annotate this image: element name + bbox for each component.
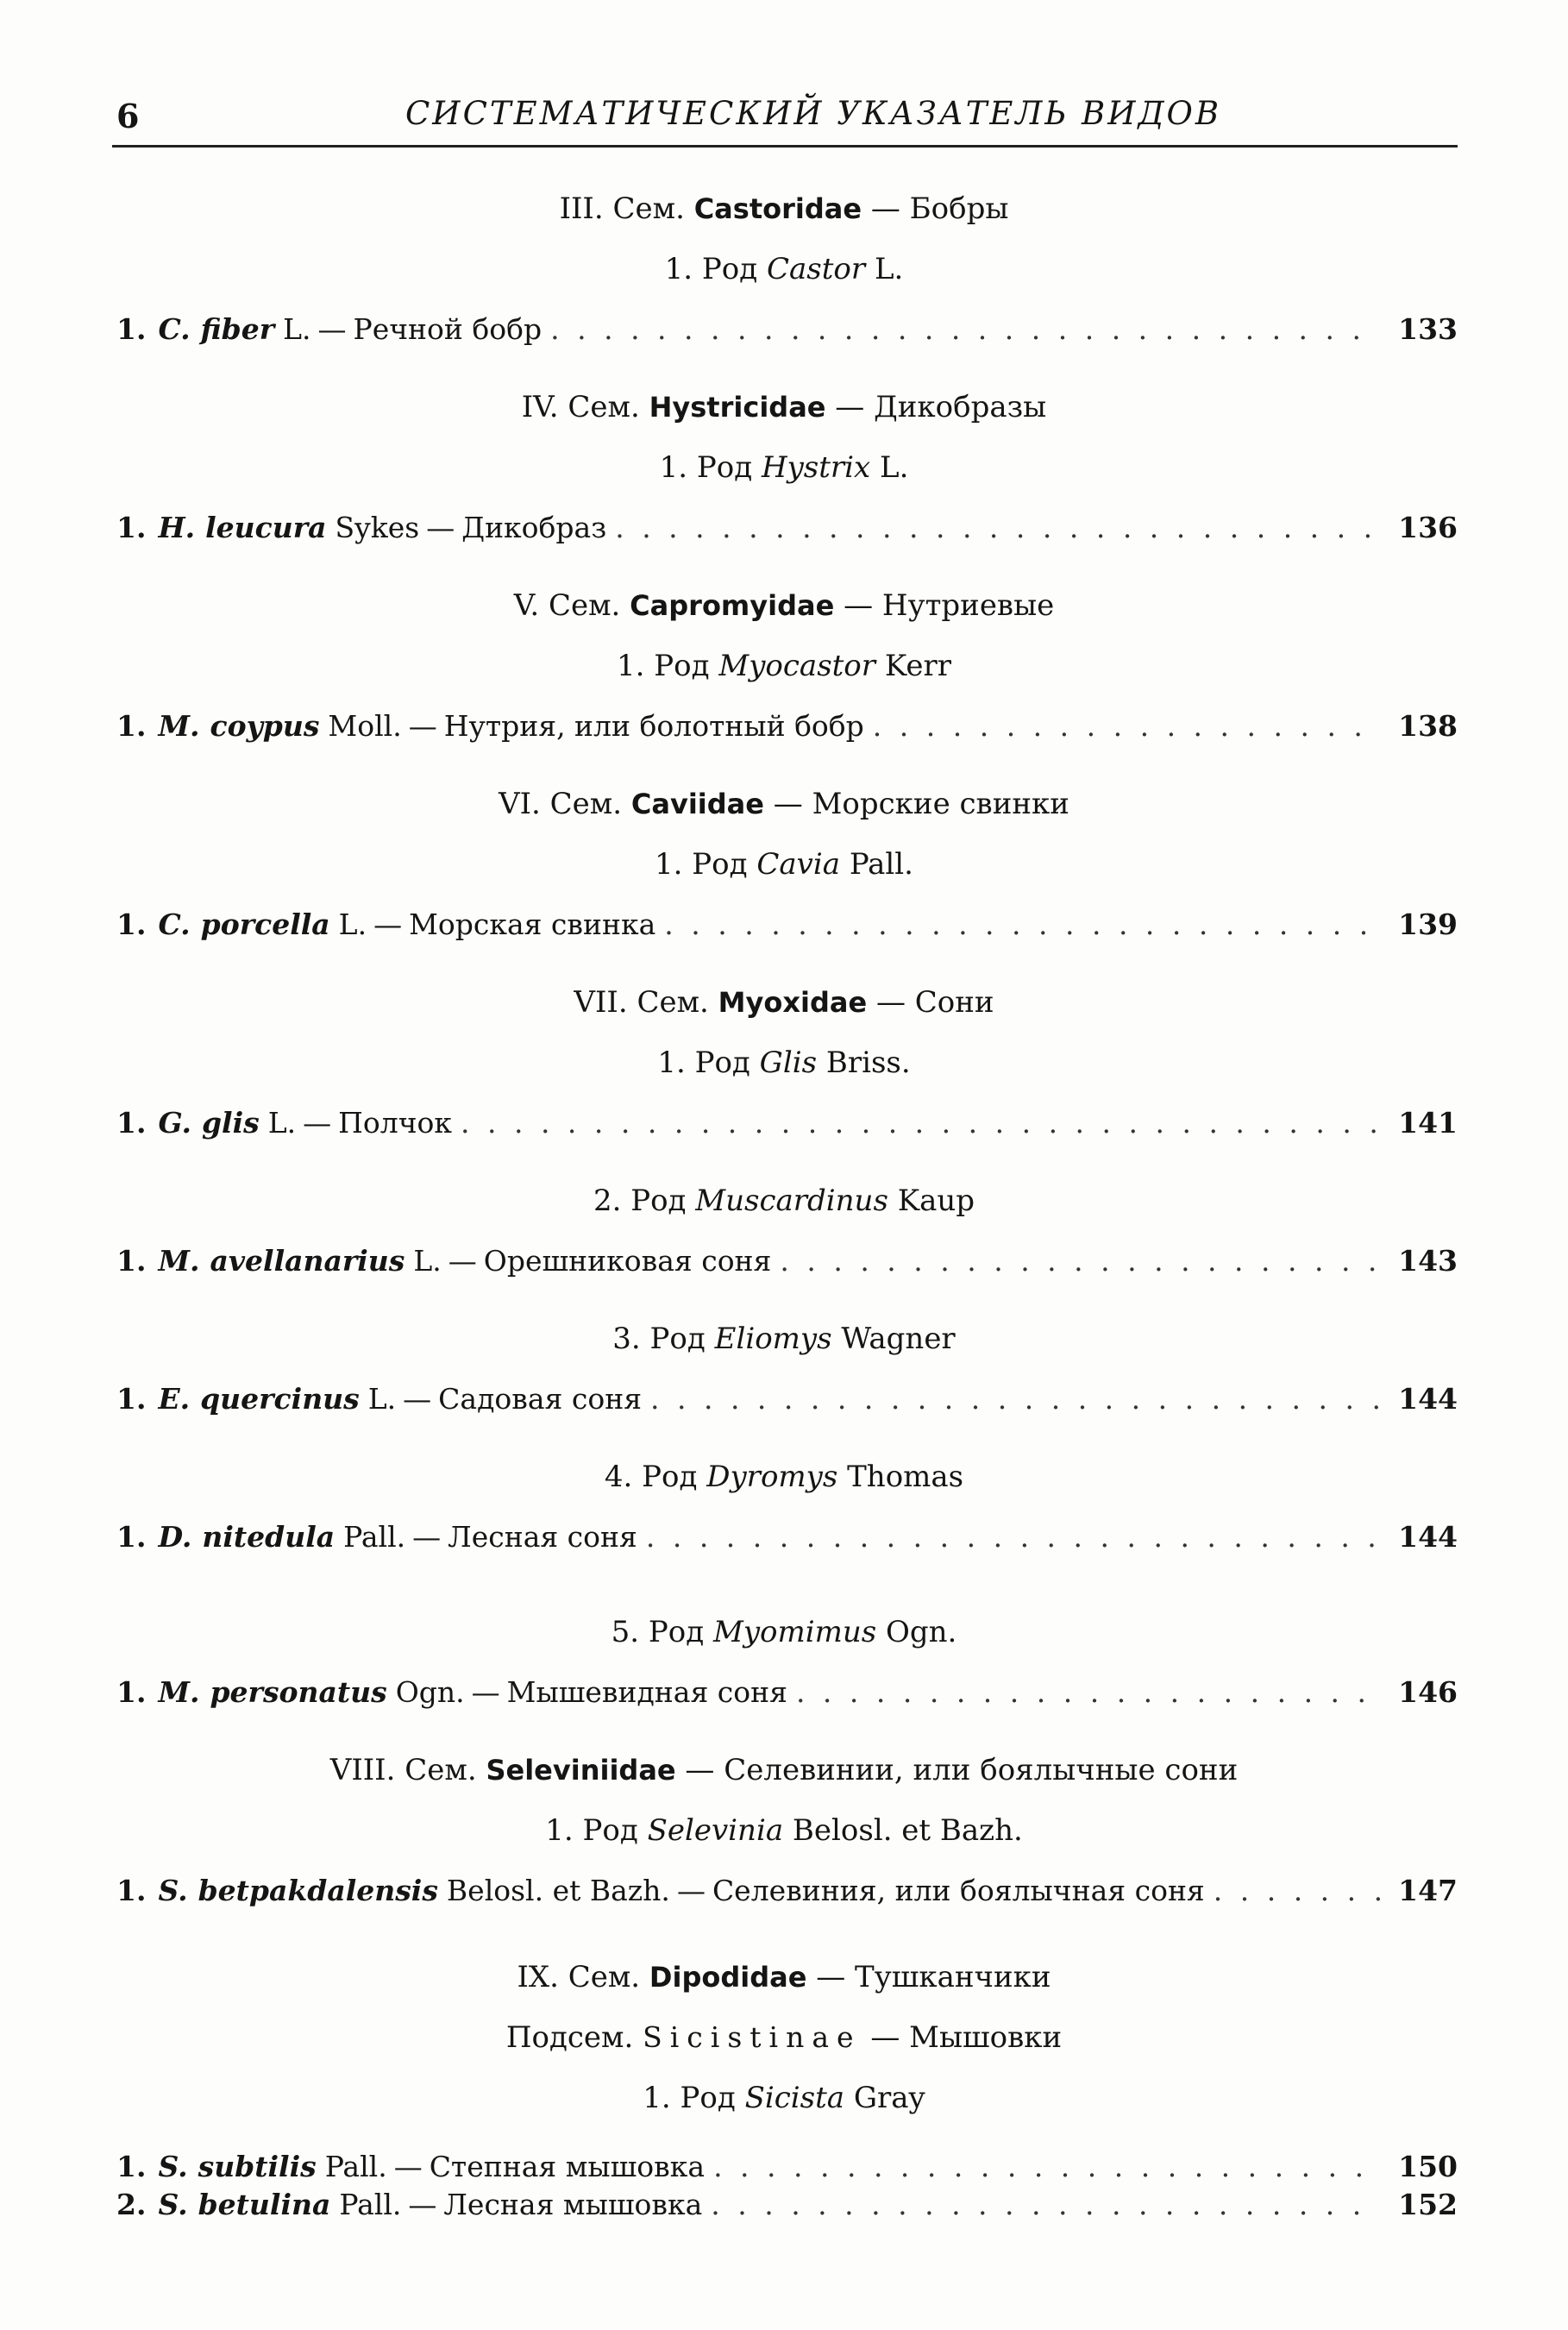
genus-heading-castor xyxy=(0,252,1568,286)
species-author: L. xyxy=(338,908,367,941)
genus-author: L. xyxy=(880,450,909,485)
entry-number: 1. xyxy=(116,1106,147,1140)
genus-abbr: S. xyxy=(158,2150,188,2183)
dot-leader xyxy=(615,511,1380,544)
page-ref: 136 xyxy=(1398,511,1458,544)
family-name: Seleviniidae xyxy=(486,1754,676,1787)
species-name: quercinus xyxy=(200,1382,360,1416)
family-common-name: Морские свинки xyxy=(812,787,1069,821)
family-heading-capromyidae xyxy=(0,588,1568,623)
genus-author: Thomas xyxy=(847,1460,964,1494)
species-author: L. xyxy=(367,1382,397,1416)
species-author: Belosl. et Bazh. xyxy=(446,1874,670,1907)
genus-abbr: S. xyxy=(158,1874,188,1907)
common-name: Селевиния, или боялычная соня xyxy=(712,1874,1205,1907)
subfamily-heading-sicistinae xyxy=(0,2020,1568,2055)
family-number: VI. xyxy=(499,787,541,821)
dash: — xyxy=(412,1520,442,1554)
genus-label: Род xyxy=(694,1046,750,1080)
species-name: betulina xyxy=(198,2188,331,2221)
genus-label: Род xyxy=(582,1813,638,1848)
family-common-name: Нутриевые xyxy=(881,588,1055,623)
family-number: IV. xyxy=(521,390,559,424)
dot-leader xyxy=(796,1675,1380,1709)
genus-abbr: G. xyxy=(158,1106,191,1140)
genus-heading-myocastor xyxy=(0,649,1568,683)
dash: — xyxy=(373,908,403,941)
common-name: Орешниковая соня xyxy=(483,1244,772,1278)
dash: — xyxy=(870,2020,900,2055)
genus-number: 1. xyxy=(545,1813,574,1848)
species-entry-c-fiber xyxy=(116,312,1458,346)
species-entry-g-glis xyxy=(116,1106,1458,1140)
page-ref: 152 xyxy=(1398,2188,1458,2221)
genus-number: 1. xyxy=(655,847,683,882)
genus-number: 5. xyxy=(611,1615,640,1649)
species-author: L. xyxy=(267,1106,297,1140)
genus-abbr: E. xyxy=(158,1382,191,1416)
family-name: Myoxidae xyxy=(718,986,868,1019)
species-entry-h-leucura xyxy=(116,511,1458,544)
dot-leader xyxy=(780,1244,1380,1278)
common-name: Полчок xyxy=(338,1106,453,1140)
family-label: Сем. xyxy=(568,390,640,424)
entry-number: 1. xyxy=(116,709,147,743)
family-number: VIII. xyxy=(329,1753,396,1787)
genus-abbr: H. xyxy=(158,511,196,544)
species-entry-m-coypus xyxy=(116,709,1458,743)
genus-abbr: M. xyxy=(158,1675,200,1709)
dash: — xyxy=(426,511,455,544)
dot-leader xyxy=(664,908,1380,941)
species-entry-s-subtilis xyxy=(116,2150,1458,2183)
family-common-name: Дикобразы xyxy=(874,390,1047,424)
genus-number: 4. xyxy=(604,1460,633,1494)
species-name: glis xyxy=(201,1106,260,1140)
species-name: nitedula xyxy=(202,1520,336,1554)
species-entry-m-avellanarius xyxy=(116,1244,1458,1278)
genus-author: Briss. xyxy=(825,1046,911,1080)
entry-number: 1. xyxy=(116,1382,147,1416)
genus-label: Род xyxy=(642,1460,698,1494)
species-entry-c-porcella xyxy=(116,908,1458,941)
genus-number: 3. xyxy=(612,1322,641,1356)
genus-author: Ogn. xyxy=(886,1615,957,1649)
genus-author: Kerr xyxy=(884,649,951,683)
subfamily-common-name: Мышовки xyxy=(909,2020,1063,2055)
common-name: Речной бобр xyxy=(353,312,543,346)
dot-leader xyxy=(713,2150,1380,2183)
page-ref: 146 xyxy=(1398,1675,1458,1709)
common-name: Лесная соня xyxy=(448,1520,637,1554)
dot-leader xyxy=(550,312,1380,346)
genus-number: 1. xyxy=(664,252,693,286)
entry-number: 1. xyxy=(116,1874,147,1907)
genus-name: Cavia xyxy=(756,847,840,882)
species-name: personatus xyxy=(210,1675,387,1709)
header-rule xyxy=(112,145,1458,148)
species-name: porcella xyxy=(200,908,330,941)
species-author: Pall. xyxy=(343,1520,406,1554)
genus-number: 1. xyxy=(617,649,645,683)
family-number: IX. xyxy=(517,1960,559,1994)
common-name: Нутрия, или болотный бобр xyxy=(443,709,864,743)
page-ref: 133 xyxy=(1398,312,1458,346)
genus-author: Wagner xyxy=(841,1322,956,1356)
genus-heading-sicista xyxy=(0,2081,1568,2115)
genus-name: Myomimus xyxy=(713,1615,877,1649)
genus-abbr: M. xyxy=(158,1244,200,1278)
page-ref: 144 xyxy=(1398,1520,1458,1554)
genus-label: Род xyxy=(680,2081,736,2115)
genus-label: Род xyxy=(630,1184,687,1218)
species-author: Pall. xyxy=(339,2188,402,2221)
dot-leader xyxy=(461,1106,1380,1140)
genus-name: Selevinia xyxy=(647,1813,784,1848)
genus-author: Kaup xyxy=(897,1184,975,1218)
genus-heading-cavia xyxy=(0,847,1568,882)
page-ref: 138 xyxy=(1398,709,1458,743)
genus-abbr: C. xyxy=(158,312,191,346)
family-name: Hystricidae xyxy=(649,391,826,424)
page-ref: 144 xyxy=(1398,1382,1458,1416)
entry-number: 1. xyxy=(116,908,147,941)
dot-leader xyxy=(650,1382,1380,1416)
subfamily-name: Sicistinae xyxy=(643,2020,862,2054)
dot-leader xyxy=(646,1520,1380,1554)
dash: — xyxy=(303,1106,332,1140)
species-author: Sykes xyxy=(335,511,420,544)
page-ref: 139 xyxy=(1398,908,1458,941)
species-entry-d-nitedula xyxy=(116,1520,1458,1554)
dash: — xyxy=(835,390,865,424)
dash: — xyxy=(408,2188,437,2221)
genus-name: Hystrix xyxy=(761,450,871,485)
family-common-name: Селевинии, или боялычные сони xyxy=(724,1753,1239,1787)
dash: — xyxy=(317,312,347,346)
dash: — xyxy=(875,985,906,1020)
species-author: Pall. xyxy=(324,2150,387,2183)
entry-number: 1. xyxy=(116,1675,147,1709)
entry-number: 1. xyxy=(116,2150,147,2183)
common-name: Степная мышовка xyxy=(429,2150,706,2183)
family-label: Сем. xyxy=(549,787,623,821)
species-entry-m-personatus xyxy=(116,1675,1458,1709)
genus-label: Род xyxy=(701,252,758,286)
family-common-name: Бобры xyxy=(909,192,1009,226)
genus-label: Род xyxy=(654,649,710,683)
dash: — xyxy=(773,787,803,821)
genus-name: Sicista xyxy=(744,2081,845,2115)
genus-heading-dyromys xyxy=(0,1460,1568,1494)
species-author: L. xyxy=(413,1244,442,1278)
subfamily-label: Подсем. xyxy=(505,2020,634,2055)
genus-heading-muscardinus xyxy=(0,1184,1568,1218)
family-heading-caviidae xyxy=(0,787,1568,821)
species-author: Ogn. xyxy=(395,1675,465,1709)
species-name: leucura xyxy=(205,511,327,544)
genus-author: Belosl. et Bazh. xyxy=(792,1813,1023,1848)
genus-number: 1. xyxy=(659,450,688,485)
dash: — xyxy=(448,1244,477,1278)
dash: — xyxy=(844,588,874,623)
family-heading-myoxidae xyxy=(0,985,1568,1020)
genus-author: Pall. xyxy=(849,847,913,882)
genus-number: 2. xyxy=(593,1184,622,1218)
page-ref: 141 xyxy=(1398,1106,1458,1140)
dash: — xyxy=(816,1960,846,1994)
family-number: III. xyxy=(559,192,604,226)
genus-name: Muscardinus xyxy=(695,1184,888,1218)
genus-abbr: S. xyxy=(158,2188,188,2221)
genus-heading-myomimus xyxy=(0,1615,1568,1649)
dash: — xyxy=(870,192,900,226)
family-label: Сем. xyxy=(405,1753,477,1787)
genus-label: Род xyxy=(692,847,748,882)
family-common-name: Сони xyxy=(914,985,994,1020)
dot-leader xyxy=(711,2188,1380,2221)
entry-number: 1. xyxy=(116,312,147,346)
genus-label: Род xyxy=(649,1322,706,1356)
family-name: Caviidae xyxy=(630,788,764,820)
dash: — xyxy=(408,709,437,743)
species-name: fiber xyxy=(200,312,275,346)
species-name: coypus xyxy=(210,709,320,743)
dash: — xyxy=(393,2150,423,2183)
family-label: Сем. xyxy=(612,192,685,226)
family-heading-castoridae xyxy=(0,192,1568,226)
family-common-name: Тушканчики xyxy=(855,1960,1051,1994)
dash: — xyxy=(676,1874,706,1907)
page-ref: 147 xyxy=(1398,1874,1458,1907)
genus-heading-eliomys xyxy=(0,1322,1568,1356)
entry-number: 1. xyxy=(116,1520,147,1554)
dash: — xyxy=(685,1753,715,1787)
genus-number: 1. xyxy=(643,2081,671,2115)
entry-number: 1. xyxy=(116,1244,147,1278)
species-author: L. xyxy=(283,312,311,346)
dash: — xyxy=(403,1382,432,1416)
family-number: VII. xyxy=(574,985,628,1020)
species-author: Moll. xyxy=(328,709,402,743)
genus-number: 1. xyxy=(657,1046,686,1080)
family-name: Capromyidae xyxy=(630,589,835,622)
entry-number: 1. xyxy=(116,511,147,544)
species-entry-s-betulina xyxy=(116,2188,1458,2221)
species-name: betpakdalensis xyxy=(198,1874,438,1907)
genus-label: Род xyxy=(696,450,753,485)
family-label: Сем. xyxy=(568,1960,641,1994)
family-heading-seleviniidae xyxy=(0,1753,1568,1787)
genus-name: Eliomys xyxy=(714,1322,832,1356)
common-name: Морская свинка xyxy=(409,908,656,941)
common-name: Лесная мышовка xyxy=(443,2188,703,2221)
genus-name: Myocastor xyxy=(718,649,876,683)
running-title: СИСТЕМАТИЧЕСКИЙ УКАЗАТЕЛЬ ВИДОВ xyxy=(405,95,1222,132)
page-ref: 150 xyxy=(1398,2150,1458,2183)
genus-author: L. xyxy=(874,252,904,286)
common-name: Дикобраз xyxy=(461,511,607,544)
genus-name: Glis xyxy=(759,1046,818,1080)
family-heading-hystricidae xyxy=(0,390,1568,424)
family-name: Dipodidae xyxy=(649,1961,807,1994)
genus-abbr: C. xyxy=(158,908,191,941)
family-label: Сем. xyxy=(548,588,621,623)
family-name: Castoridae xyxy=(693,192,862,225)
dash: — xyxy=(471,1675,500,1709)
common-name: Мышевидная соня xyxy=(506,1675,787,1709)
common-name: Садовая соня xyxy=(438,1382,643,1416)
species-name: avellanarius xyxy=(210,1244,405,1278)
genus-heading-selevinia xyxy=(0,1813,1568,1848)
genus-heading-hystrix xyxy=(0,450,1568,485)
species-entry-e-quercinus xyxy=(116,1382,1458,1416)
genus-abbr: D. xyxy=(158,1520,192,1554)
entry-number: 2. xyxy=(116,2188,147,2221)
family-heading-dipodidae xyxy=(0,1960,1568,1994)
genus-author: Gray xyxy=(853,2081,925,2115)
family-label: Сем. xyxy=(637,985,709,1020)
genus-name: Castor xyxy=(767,252,866,286)
genus-abbr: M. xyxy=(158,709,200,743)
dot-leader xyxy=(873,709,1380,743)
page-header xyxy=(0,0,1568,155)
species-name: subtilis xyxy=(198,2150,317,2183)
page-ref: 143 xyxy=(1398,1244,1458,1278)
page-number: 6 xyxy=(116,97,140,135)
dot-leader xyxy=(1214,1874,1380,1907)
species-entry-s-betpakdalensis xyxy=(116,1874,1458,1907)
family-number: V. xyxy=(513,588,540,623)
genus-label: Род xyxy=(648,1615,705,1649)
genus-name: Dyromys xyxy=(706,1460,838,1494)
genus-heading-glis xyxy=(0,1046,1568,1080)
